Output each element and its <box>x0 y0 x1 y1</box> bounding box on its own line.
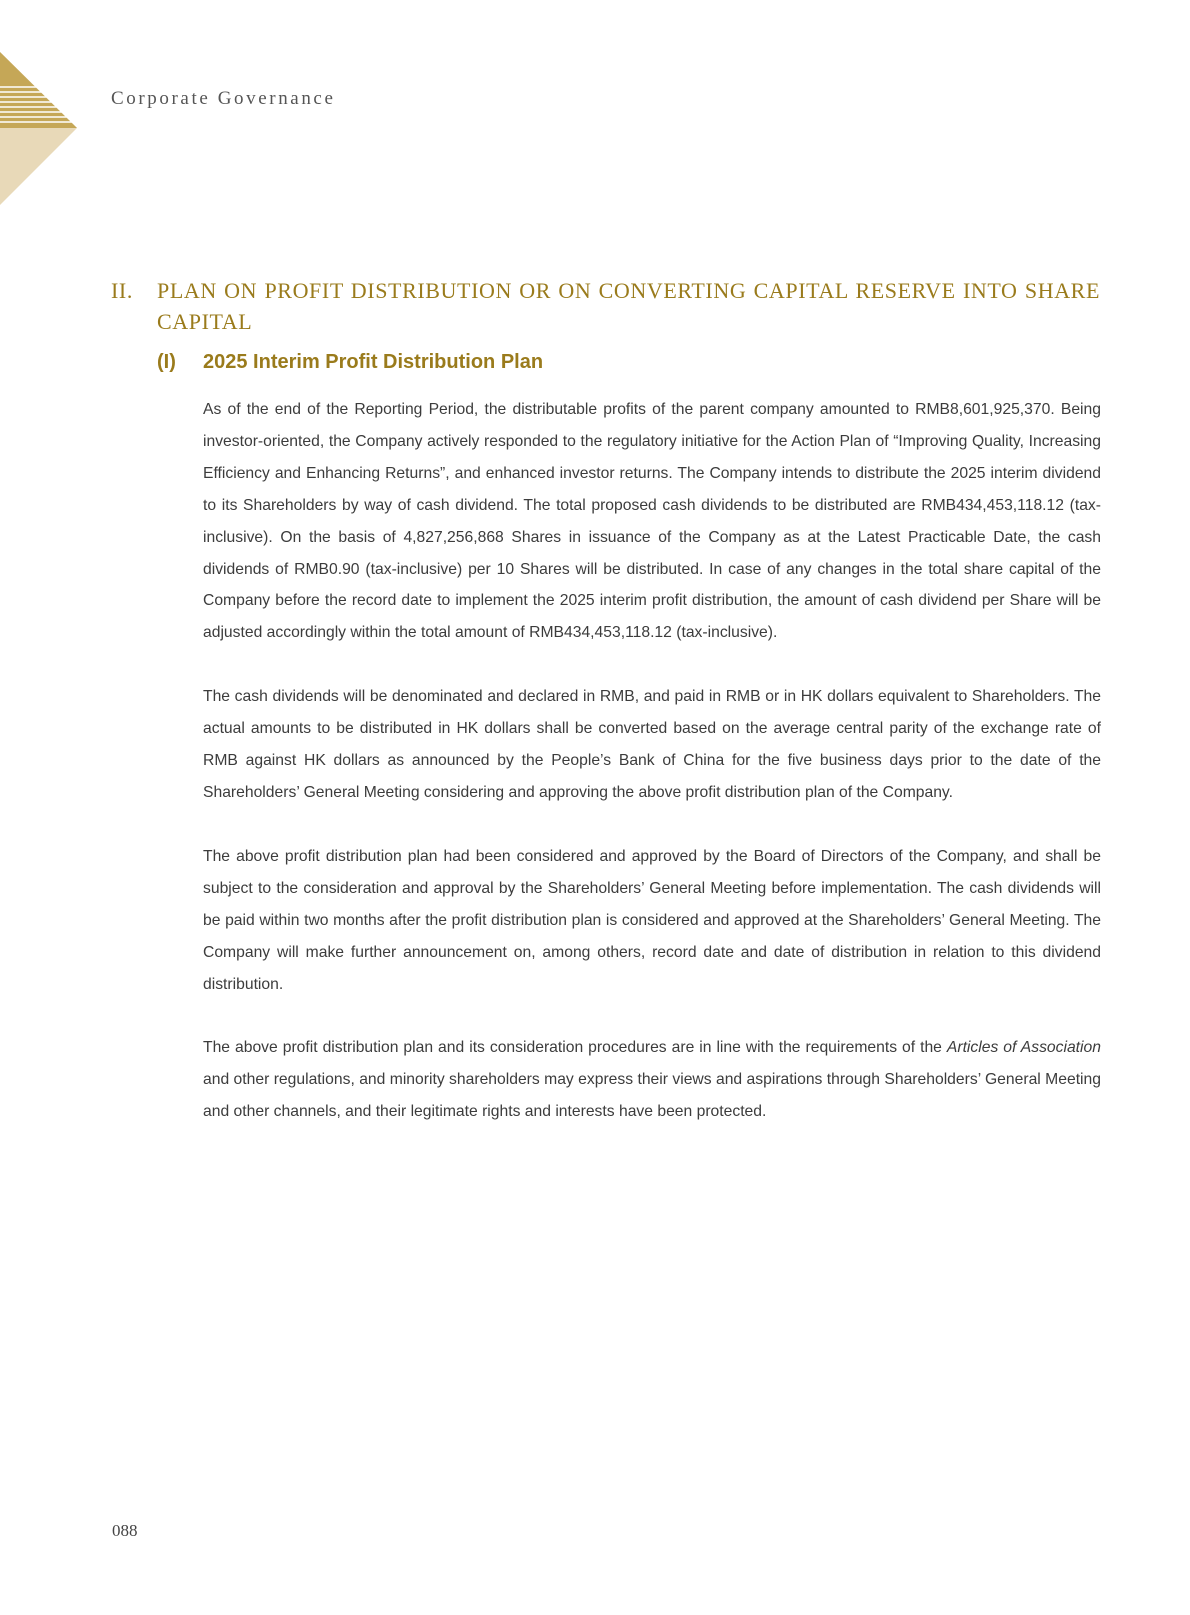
page-number: 088 <box>112 1521 138 1540</box>
paragraph-compliance-start: The above profit distribution plan and its consideration procedures are in line with the requirements of the <box>203 1039 947 1057</box>
section-number: II. <box>111 278 133 303</box>
subsection-number: (I) <box>157 351 176 373</box>
paragraph-compliance <box>203 1032 1101 1128</box>
running-header-title: Corporate Governance <box>111 88 336 109</box>
subsection-heading <box>157 351 1057 374</box>
subsection-title: 2025 Interim Profit Distribution Plan <box>203 351 544 373</box>
paragraph-distributable-profits: As of the end of the Reporting Period, the distributable profits of the parent company amounted to RMB8,601,925,370. Being investor-oriented, the Company actively responded to the regulatory initiative for the Action Plan of “Improving Quality, Increasing Efficiency and Enhancing Returns”, and enhanced investor returns. The Company intends to distribute the 2025 interim dividend to its Shareholders by way of cash dividend. The total proposed cash dividends to be distributed are RMB434,453,118.12 (tax-inclusive). On the basis of 4,827,256,868 Shares in issuance of the Company as at the Latest Practicable Date, the cash dividends of RMB0.90 (tax-inclusive) per 10 Shares will be distributed. In case of any changes in the total share capital of the Company before the record date to implement the 2025 interim profit distribution, the amount of cash dividend per Share will be adjusted accordingly within the total amount of RMB434,453,118.12 (tax-inclusive). <box>203 401 1101 642</box>
paragraph-approval: The above profit distribution plan had been considered and approved by the Board of Directors of the Company, and shall be subject to the consideration and approval by the Shareholders’ General Meeting before implementation. The cash dividends will be paid within two months after the profit distribution plan is considered and approved at the Shareholders’ General Meeting. The Company will make further announcement on, among others, record date and date of distribution in relation to this dividend distribution. <box>203 847 1101 993</box>
paragraph-compliance-end: and other regulations, and minority shareholders may express their views and aspirations through Shareholders’ General Meeting and other channels, and their legitimate rights and interests have been protected. <box>203 1071 1101 1121</box>
section-title: PLAN ON PROFIT DISTRIBUTION OR ON CONVERTING CAPITAL RESERVE INTO SHARE CAPITAL <box>157 278 1100 334</box>
articles-of-association-title: Articles of Association <box>946 1039 1101 1057</box>
section-heading <box>111 275 1100 337</box>
corner-triangle-decoration <box>0 0 80 215</box>
paragraph-currency-conversion: The cash dividends will be denominated and declared in RMB, and paid in RMB or in HK dollars equivalent to Shareholders. The actual amounts to be distributed in HK dollars shall be converted based on the average central parity of the exchange rate of RMB against HK dollars as announced by the People’s Bank of China for the five business days prior to the date of the Shareholders’ General Meeting considering and approving the above profit distribution plan of the Company. <box>203 688 1101 801</box>
body-text <box>203 394 1101 1160</box>
